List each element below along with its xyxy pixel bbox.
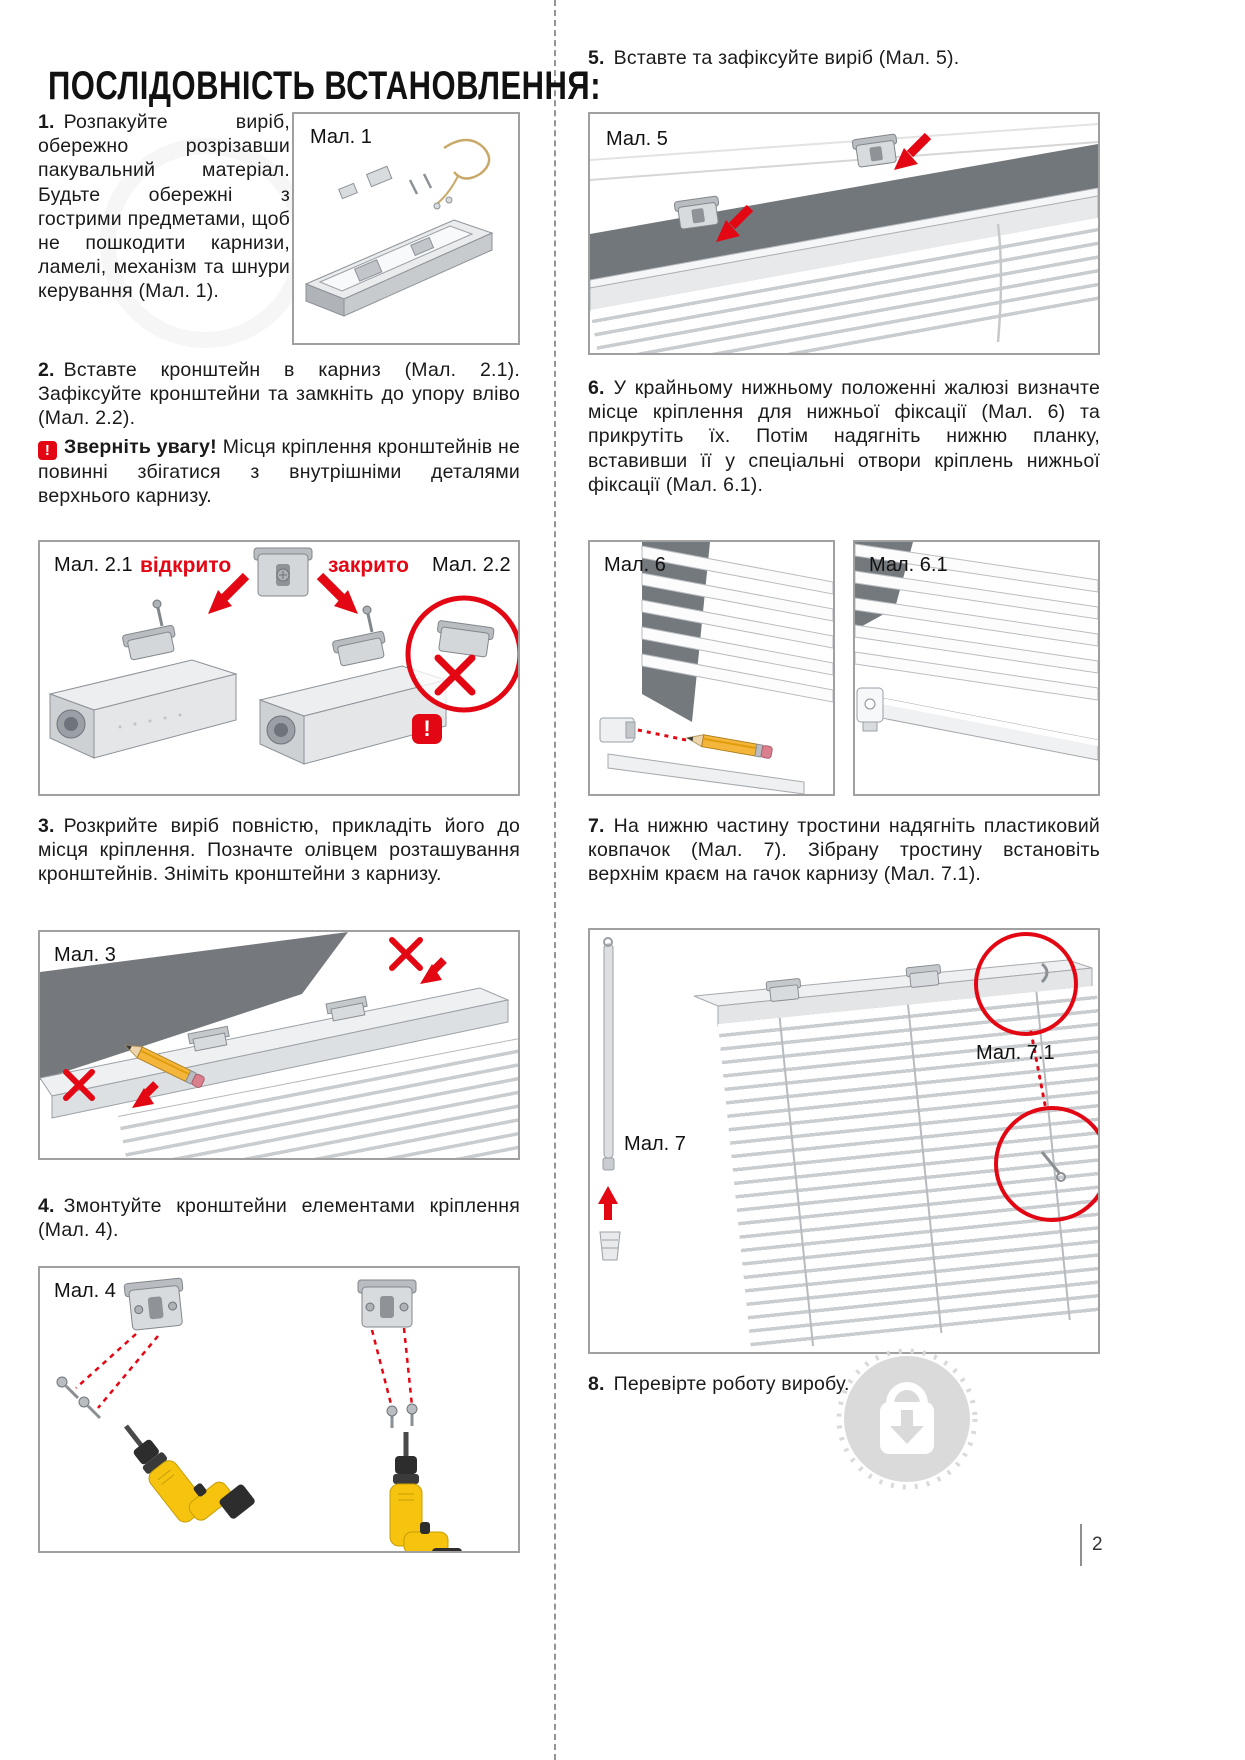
figure-6 [588, 540, 835, 796]
bracket-icon [124, 1278, 187, 1331]
alignment-dashes [76, 1328, 412, 1408]
figure-6-1-illustration [855, 542, 1098, 794]
warning-badge-icon: ! [412, 714, 442, 744]
drill-icon [113, 1392, 256, 1547]
marking-dashes [638, 730, 686, 740]
step-5 [588, 46, 1100, 70]
step-2-note-title: Зверніть увагу! [64, 435, 217, 458]
step-3-number: 3. [38, 815, 55, 837]
pencil-icon [686, 732, 773, 759]
detail-circle-top [976, 934, 1076, 1034]
step-8-text: Перевірте роботу виробу. [613, 1373, 850, 1395]
figure-7-1-label: Мал. 7.1 [976, 1042, 1055, 1064]
step-2-number: 2. [38, 359, 55, 381]
arrow-icon [716, 208, 750, 242]
page-title: ПОСЛІДОВНІСТЬ ВСТАНОВЛЕННЯ: [48, 62, 602, 108]
figure-7-label: Мал. 7 [624, 1133, 686, 1155]
loose-parts-icon [339, 166, 452, 209]
arrow-left-icon [208, 576, 246, 614]
figure-3 [38, 930, 520, 1160]
step-1 [38, 110, 290, 303]
shopping-bag-badge-icon [836, 1348, 978, 1490]
detail-circle-bottom [996, 1108, 1098, 1220]
step-2 [38, 358, 520, 508]
figure-2 [38, 540, 520, 796]
cross-mark-icon [392, 940, 420, 968]
drilling-view [40, 1268, 518, 1551]
step-6 [588, 376, 1100, 497]
figure-2-illustration [40, 542, 518, 794]
figure-4-label: Мал. 4 [54, 1280, 116, 1302]
step-1-text: Розпакуйте виріб, обережно розрізавши пакувальний матеріал. Будьте обережні з гострими предметами, щоб не пошкодити карнизи, ламелі, механізм та шнури керування (Мал. 1). [38, 111, 290, 303]
arrow-right-icon [320, 576, 358, 614]
step-4 [38, 1194, 520, 1242]
step-5-number: 5. [588, 47, 605, 69]
cord-icon [434, 140, 489, 206]
figure-7 [588, 928, 1100, 1354]
step-6-number: 6. [588, 377, 605, 399]
cornice-open [50, 600, 236, 758]
cord-icon [998, 224, 1001, 342]
arrow-icon [894, 136, 928, 170]
marketplace-watermark [836, 1348, 978, 1490]
step-4-text: Змонтуйте кронштейни елементами кріплення (Мал. 4). [38, 1195, 520, 1242]
bottom-clamp-icon [600, 718, 635, 742]
step-1-number: 1. [38, 111, 55, 133]
drill-icon [390, 1432, 462, 1551]
arrow-up-icon [598, 1186, 618, 1220]
step-5-text: Вставте та зафіксуйте виріб (Мал. 5). [613, 47, 960, 69]
lower-fixation-marking [590, 542, 833, 794]
prohibition-circle-icon [408, 598, 518, 710]
figure-2-2-label: Мал. 2.2 [432, 554, 511, 576]
figure-6-1-label: Мал. 6.1 [869, 554, 948, 576]
figure-4 [38, 1266, 520, 1553]
bracket-icon [254, 548, 312, 596]
column-divider [554, 0, 556, 1760]
figure-4-illustration [40, 1268, 518, 1551]
figure-3-label: Мал. 3 [54, 944, 116, 966]
step-7-text: На нижню частину тростини надягніть пластиковий ковпачок (Мал. 7). Зібрану тростину встановіть верхнім краєм на гачок карнизу (Мал. 7.1). [588, 815, 1100, 886]
step-3 [38, 814, 520, 887]
open-label: відкрито [140, 554, 232, 577]
closed-label: закрито [328, 554, 409, 577]
pencil-icon [123, 1040, 206, 1088]
step-2-note-text: Місця кріплення кронштейнів не повинні збігатися з внутрішніми деталями верхнього карнизу. [38, 435, 520, 507]
figure-1-label: Мал. 1 [310, 126, 372, 148]
arrow-icon [132, 1084, 156, 1108]
step-6-text: У крайньому нижньому положенні жалюзі визначте місце кріплення для нижньої фіксації (Мал. 6) та прикрутіть їх. Потім надягніть нижню планку, вставивши її у спеціальні отвори кріплень нижньої фіксації (Мал. 6.1). [588, 377, 1100, 496]
figure-6-label: Мал. 6 [604, 554, 666, 576]
bracket-icon [358, 1280, 416, 1327]
lower-fixation-rail [855, 542, 1098, 794]
wand-hook-icon [1042, 1152, 1060, 1174]
step-2-text: Вставте кронштейн в карниз (Мал. 2.1). Зафіксуйте кронштейни та замкніть до упору вліво (Мал. 2.2). [38, 359, 520, 430]
page-number-value: 2 [1092, 1534, 1103, 1555]
figure-6-illustration [590, 542, 833, 794]
warning-icon: ! [38, 441, 57, 460]
step-3-text: Розкрийте виріб повністю, прикладіть його до місця кріплення. Позначте олівцем розташування кронштейнів. Зніміть кронштейни з карнизу. [38, 815, 520, 886]
arrow-icon [420, 960, 444, 984]
figure-2-1-label: Мал. 2.1 [54, 554, 133, 576]
cross-mark-icon [66, 1072, 92, 1098]
page-number [1080, 1524, 1103, 1566]
figure-5-label: Мал. 5 [606, 128, 668, 150]
step-7-number: 7. [588, 815, 605, 837]
rail-end-clamp-icon [857, 688, 883, 731]
figure-6-1 [853, 540, 1100, 796]
step-4-number: 4. [38, 1195, 55, 1217]
step-8-number: 8. [588, 1373, 605, 1395]
figure-5 [588, 112, 1100, 355]
bottom-rail [608, 754, 804, 794]
screw-icon [57, 1377, 417, 1428]
plastic-cap-icon [600, 1232, 620, 1260]
bracket-mounting-view [40, 542, 518, 794]
step-7 [588, 814, 1100, 887]
figure-1 [292, 112, 520, 345]
